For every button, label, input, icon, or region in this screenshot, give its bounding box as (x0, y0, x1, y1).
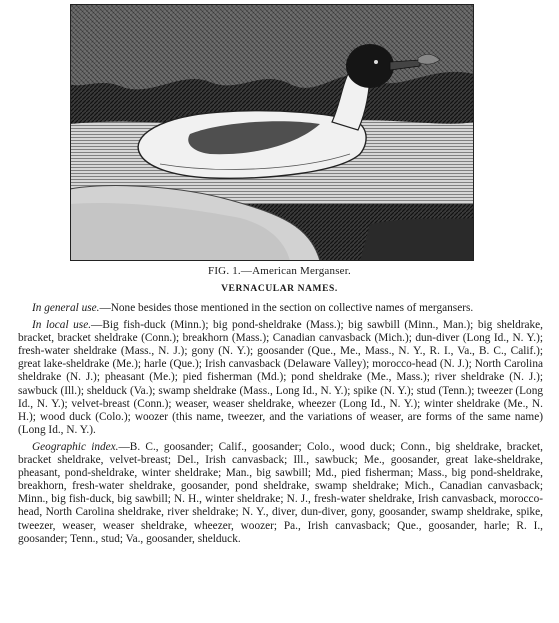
paragraph-text: —Big fish-duck (Minn.); big pond-sheldrake (Mass.); big sawbill (Minn., Man.); big sheldrake, bracket, bracket sheldrake (Conn.); breakhorn (Mass.); Canadian canvasback (Mich.); dun-diver (Long Id., N. Y.); fresh-water sheldrake (Mass., N. J.); gony (N. Y.); goosander (Que., Me., Mass., N. Y., R. I., Va., B. C., Calif.); great lake-sheldrake (Me.); harle (Que.); Irish canvasback (Delaware Valley); morocco-head (N. J.); North Carolina sheldrake (N. J.); pheasant (Me.); pied fisherman (Md.); pond sheldrake (Me., Mass.); river sheldrake (N. J.); sawbuck (Ill.); shelduck (Va.); swamp sheldrake (Mass., Long Id., N. Y.); spike (N. Y.); stud (Tenn.); tweezer (Long Id., N. Y.); velvet-breast (Conn.); weaser, weaser sheldrake, wheezer (Long Id., N. Y.); winter sheldrake (Me., N. H.); wood duck (Colo.); woozer (this name, tweezer, and the variations of weaser, are forms of the same name) (Long Id., N. Y.). (18, 319, 544, 436)
section-heading: VERNACULAR NAMES. (221, 284, 338, 294)
paragraph-local-use (18, 319, 543, 437)
paragraph-geographic-index (18, 441, 543, 546)
paragraph-label: Geographic index. (32, 440, 119, 453)
merganser-illustration (70, 4, 474, 261)
paragraph-label: In local use. (32, 319, 92, 332)
paragraph-text: —B. C., goosander; Calif., goosander; Colo., wood duck; Conn., big sheldrake, bracket, bracket sheldrake, velvet-breast; Del., Irish canvasback; Ill., sawbuck; Me., goosander, great lake-sheldrake, pheasant, pond-sheldrake, winter sheldrake; Man., big sawbill; Md., pied fisherman; Mass., big pond-sheldrake, breakhorn, fresh-water sheldrake, goosander, pond sheldrake, swamp sheldrake; Mich., Canadian canvasback; Minn., big fish-duck, big sawbill; N. H., winter sheldrake; N. J., fresh-water sheldrake, Irish canvasback, morocco-head, North Carolina sheldrake, river sheldrake; N. Y., diver, dun-diver, gony, goosander, swamp sheldrake, spike, tweezer, weaser, weaser sheldrake, wheezer, woozer; Pa., Irish canvasback; Que., goosander, harle; R. I., goosander; Tenn., stud; Va., goosander, shelduck. (18, 440, 543, 545)
paragraph-general-use (18, 302, 543, 315)
paragraph-text: —None besides those mentioned in the section on collective names of mergansers. (99, 302, 474, 314)
figure-caption: FIG. 1.—American Merganser. (208, 265, 351, 277)
paragraph-label: In general use. (32, 302, 100, 314)
body-text (18, 302, 543, 550)
